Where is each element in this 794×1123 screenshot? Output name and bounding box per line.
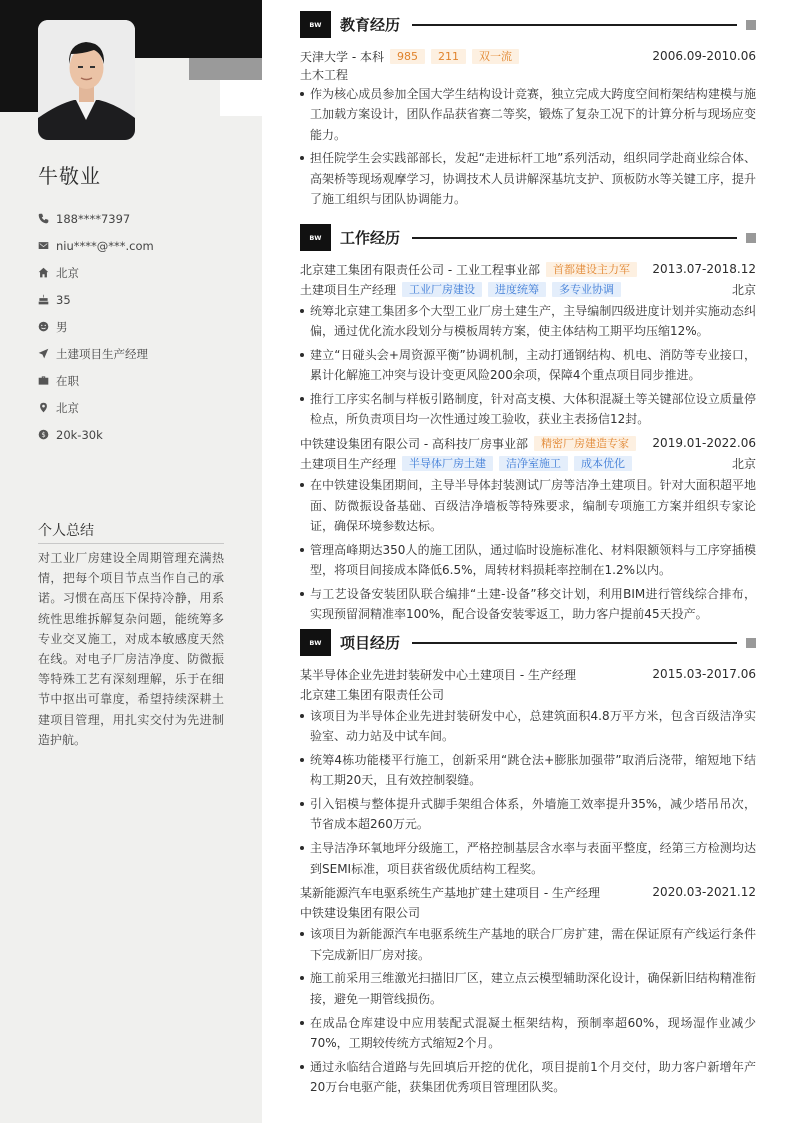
contact-age-text: 35 <box>56 292 71 307</box>
list-item: 统筹4栋功能楼平行施工，创新采用“跳仓法+膨胀加强带”取消后浇带，缩短地下结构工期20天，且有效控制裂缝。 <box>300 750 756 791</box>
list-item: 在成品仓库建设中应用装配式混凝土框架结构，预制率超60%，现场湿作业减少70%，工期较传统方式缩短2个月。 <box>300 1013 756 1054</box>
education-major-row <box>300 66 756 82</box>
job-city: 北京 <box>731 456 756 471</box>
location-icon <box>38 402 49 413</box>
home-icon <box>38 267 49 278</box>
section-divider <box>412 237 737 239</box>
contact-gender-text: 男 <box>56 319 68 334</box>
education-title: 教育经历 <box>340 16 401 34</box>
contact-phone <box>38 205 154 232</box>
section-badge: BW <box>300 224 331 251</box>
project-company: 北京建工集团有限责任公司 <box>300 687 445 702</box>
decor-gray-block <box>189 58 262 80</box>
mail-icon <box>38 240 49 251</box>
job-company-tag: 精密厂房建造专家 <box>534 436 636 451</box>
education-major: 土木工程 <box>300 67 349 82</box>
list-item: 作为核心成员参加全国大学生结构设计竞赛，独立完成大跨度空间桁架结构建模与施工加载方案设计，团队作品获省赛二等奖，锻炼了复杂工况下的计算分析与现场应变能力。 <box>300 84 756 145</box>
job-role-tag: 工业厂房建设 <box>402 282 482 297</box>
list-item: 担任院学生会实践部部长，发起“走进标杆工地”系列活动，组织同学赴商业综合体、高架桥等现场观摩学习，协调技术人员讲解深基坑支护、顶板防水等关键工序，提升了施工组织与团队协调能力。 <box>300 148 756 209</box>
job-role-row <box>300 279 756 299</box>
projects-header <box>300 629 756 656</box>
decor-white-block <box>220 80 262 116</box>
list-item: 建立“日碰头会+周资源平衡”协调机制，主动打通钢结构、机电、消防等专业接口，累计化解施工冲突与设计变更风险200余项，保障4个重点项目同步推进。 <box>300 345 756 386</box>
cake-icon <box>38 294 49 305</box>
section-square <box>746 233 756 243</box>
contact-status-text: 在职 <box>56 373 79 388</box>
work-title: 工作经历 <box>340 229 401 247</box>
avatar-portrait-icon <box>38 20 135 140</box>
svg-text:$: $ <box>41 430 46 439</box>
work-header <box>300 224 756 251</box>
education-header <box>300 11 756 38</box>
summary-title: 个人总结 <box>38 520 224 544</box>
job-bullets <box>300 475 756 624</box>
job-company: 中铁建设集团有限公司 - 高科技厂房事业部 <box>300 436 528 451</box>
project-period: 2015.03-2017.06 <box>652 667 756 681</box>
job-role-tag: 洁净室施工 <box>499 456 568 471</box>
job-city: 北京 <box>731 282 756 297</box>
list-item: 该项目为半导体企业先进封装研发中心，总建筑面积4.8万平方米，包含百级洁净实验室、动力站及中试车间。 <box>300 706 756 747</box>
section-square <box>746 20 756 30</box>
education-tag: 双一流 <box>472 49 519 64</box>
education-bullets <box>300 84 756 209</box>
project-bullets <box>300 924 756 1097</box>
education-school-row <box>300 46 756 66</box>
project-name: 某新能源汽车电驱系统生产基地扩建土建项目 - 生产经理 <box>300 885 600 900</box>
education-tag: 985 <box>390 49 425 64</box>
job-company: 北京建工集团有限责任公司 - 工业工程事业部 <box>300 262 540 277</box>
list-item: 统筹北京建工集团多个大型工业厂房土建生产，主导编制四级进度计划并实施动态纠偏，通过优化流水段划分与模板周转方案，使主体结构工期平均压缩12%。 <box>300 301 756 342</box>
avatar <box>38 20 135 140</box>
list-item: 施工前采用三维激光扫描旧厂区，建立点云模型辅助深化设计，确保新旧结构精准衔接，避免一期管线损伤。 <box>300 968 756 1009</box>
list-item: 该项目为新能源汽车电驱系统生产基地的联合厂房扩建，需在保证原有产线运行条件下完成新旧厂房对接。 <box>300 924 756 965</box>
education-section <box>300 11 756 213</box>
contact-location-text: 北京 <box>56 400 79 415</box>
contact-position-text: 土建项目生产经理 <box>56 346 148 361</box>
section-badge: BW <box>300 11 331 38</box>
job-period: 2019.01-2022.06 <box>652 436 756 451</box>
contact-salary <box>38 421 154 448</box>
contact-home-text: 北京 <box>56 265 79 280</box>
candidate-name: 牛敬业 <box>38 164 101 188</box>
list-item: 管理高峰期达350人的施工团队，通过临时设施标准化、材料限额领料与工序穿插模型，将项目间接成本降低6.5%，周转材料损耗率控制在1.2%以内。 <box>300 540 756 581</box>
contact-list <box>38 205 154 448</box>
phone-icon <box>38 213 49 224</box>
briefcase-icon <box>38 375 49 386</box>
contact-phone-text: 188****7397 <box>56 211 131 226</box>
section-square <box>746 638 756 648</box>
project-company-row <box>300 902 756 922</box>
gender-icon <box>38 321 49 332</box>
job-role-tag: 多专业协调 <box>552 282 621 297</box>
salary-icon <box>38 429 49 440</box>
contact-location <box>38 394 154 421</box>
contact-position <box>38 340 154 367</box>
job-role-tag: 进度统筹 <box>488 282 546 297</box>
list-item: 推行工序实名制与样板引路制度，针对高支模、大体积混凝土等关键部位设立质量停检点，所负责项目均一次性通过竣工验收，获业主表扬信12封。 <box>300 389 756 430</box>
list-item: 在中铁建设集团期间，主导半导体封装测试厂房等洁净土建项目。针对大面积超平地面、防微振设备基础、百级洁净墙板等特殊要求，编制专项施工方案并组织专家论证，确保环境参数达标。 <box>300 475 756 536</box>
job-bullets <box>300 301 756 430</box>
job-role-tag: 成本优化 <box>574 456 632 471</box>
summary-text: 对工业厂房建设全周期管理充满热情，把每个项目节点当作自己的承诺。习惯在高压下保持冷静，用系统性思维拆解复杂问题，能统筹多专业交叉施工，对成本敏感度天然在线。对电子厂房洁净度、防微振等特殊工艺有深刻理解，乐于在细节中抠出可靠度，希望持续深耕土建项目管理，用扎实交付为先进制造护航。 <box>38 551 224 747</box>
contact-email <box>38 232 154 259</box>
section-divider <box>412 642 737 644</box>
education-school: 天津大学 - 本科 <box>300 49 384 64</box>
project-name-row <box>300 664 756 684</box>
list-item: 与工艺设备安装团队联合编排“土建-设备”移交计划，利用BIM进行管线综合排布，实现预留洞精准率100%，配合设备安装零返工，助力客户提前45天投产。 <box>300 584 756 625</box>
section-divider <box>412 24 737 26</box>
list-item: 主导洁净环氧地坪分级施工，严格控制基层含水率与表面平整度，经第三方检测均达到SEMI标准，项目获省级优质结构工程奖。 <box>300 838 756 879</box>
job-company-row <box>300 433 756 453</box>
work-section <box>300 224 756 628</box>
send-icon <box>38 348 49 359</box>
job-role: 土建项目生产经理 <box>300 456 397 471</box>
project-company-row <box>300 684 756 704</box>
project-company: 中铁建设集团有限公司 <box>300 905 421 920</box>
job-company-tag: 首都建设主力军 <box>546 262 637 277</box>
job-company-row <box>300 259 756 279</box>
section-badge: BW <box>300 629 331 656</box>
education-period: 2006.09-2010.06 <box>652 49 756 63</box>
contact-age <box>38 286 154 313</box>
decor-black-block <box>0 58 38 112</box>
list-item: 通过永临结合道路与先回填后开挖的优化，项目提前1个月交付，助力客户新增年产20万台电驱产能，获集团优秀项目管理团队奖。 <box>300 1057 756 1098</box>
education-tag: 211 <box>431 49 466 64</box>
projects-title: 项目经历 <box>340 634 401 652</box>
project-bullets <box>300 706 756 879</box>
project-period: 2020.03-2021.12 <box>652 885 756 900</box>
contact-email-text: niu****@***.com <box>56 238 154 253</box>
contact-gender <box>38 313 154 340</box>
job-role-row <box>300 453 756 473</box>
sidebar <box>0 0 262 1123</box>
contact-home <box>38 259 154 286</box>
contact-salary-text: 20k-30k <box>56 427 103 442</box>
projects-section <box>300 629 756 1101</box>
job-period: 2013.07-2018.12 <box>652 262 756 276</box>
project-name: 某半导体企业先进封装研发中心土建项目 - 生产经理 <box>300 667 576 682</box>
job-role-tag: 半导体厂房土建 <box>402 456 493 471</box>
project-name-row <box>300 882 756 902</box>
contact-status <box>38 367 154 394</box>
job-role: 土建项目生产经理 <box>300 282 397 297</box>
list-item: 引入铝模与整体提升式脚手架组合体系，外墙施工效率提升35%，减少塔吊吊次，节省成本超260万元。 <box>300 794 756 835</box>
